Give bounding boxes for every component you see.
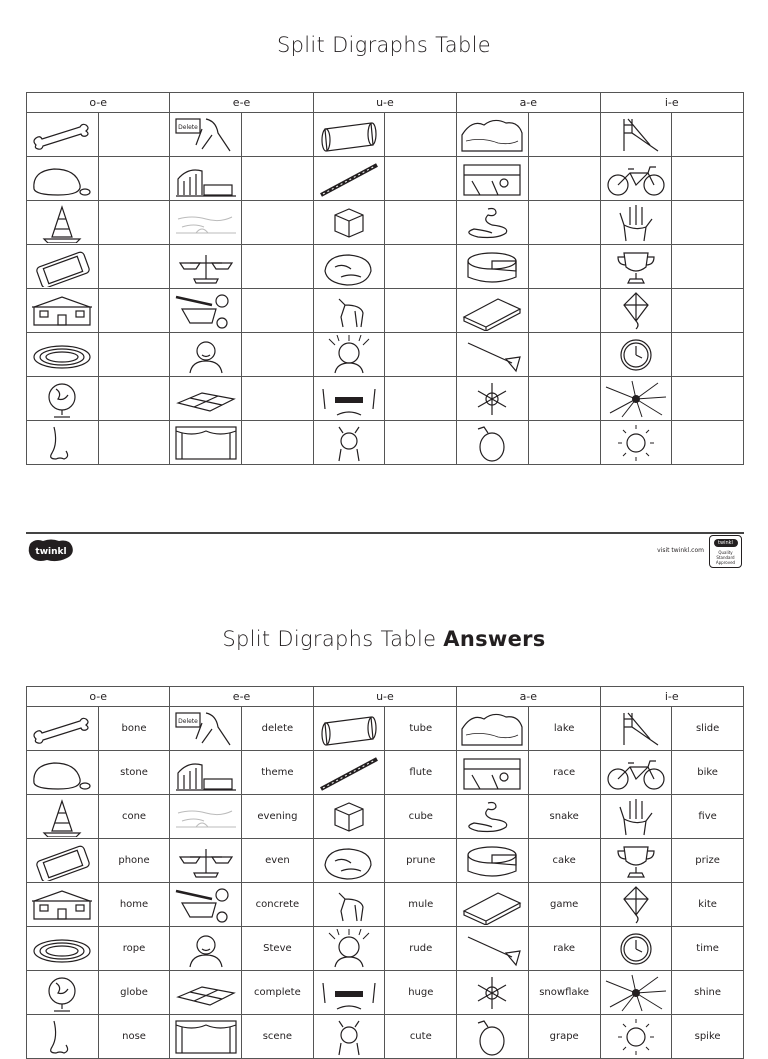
jigsaw-icon	[170, 377, 242, 421]
rake-icon	[457, 333, 529, 377]
answer-blank[interactable]	[672, 113, 744, 157]
answer-cell: snowflake	[528, 971, 600, 1015]
answer-cell: huge	[385, 971, 457, 1015]
answer-blank[interactable]	[385, 333, 457, 377]
answer-cell: rude	[385, 927, 457, 971]
answer-blank[interactable]	[385, 245, 457, 289]
tube-icon	[313, 707, 385, 751]
badge-text: Quality Standard Approved	[715, 550, 736, 565]
answer-blank[interactable]	[528, 421, 600, 465]
answer-cell: time	[672, 927, 744, 971]
answer-cell: cone	[98, 795, 170, 839]
bone-icon	[27, 113, 99, 157]
slide-icon	[600, 113, 672, 157]
grape-icon	[457, 1015, 529, 1059]
answer-cell: globe	[98, 971, 170, 1015]
answer-cell: race	[528, 751, 600, 795]
table-row	[27, 333, 744, 377]
answer-cell: flute	[385, 751, 457, 795]
table-row	[27, 751, 744, 795]
scales-icon	[170, 245, 242, 289]
answers-table	[26, 686, 744, 1059]
answer-blank[interactable]	[98, 421, 170, 465]
flute-icon	[313, 751, 385, 795]
home-icon	[27, 883, 99, 927]
answer-blank[interactable]	[242, 157, 314, 201]
phone-icon	[27, 839, 99, 883]
bike-icon	[600, 157, 672, 201]
man-portrait-icon	[170, 333, 242, 377]
shine-icon	[600, 377, 672, 421]
stage-scene-icon	[170, 1015, 242, 1059]
nose-icon	[27, 421, 99, 465]
table-row	[27, 839, 744, 883]
answer-cell: grape	[528, 1015, 600, 1059]
column-header: e-e	[170, 93, 313, 113]
man-portrait-icon	[170, 927, 242, 971]
answer-cell: cube	[385, 795, 457, 839]
evening-icon	[170, 201, 242, 245]
answer-cell: shine	[672, 971, 744, 1015]
answer-cell: cute	[385, 1015, 457, 1059]
wheelbarrow-concrete-icon	[170, 883, 242, 927]
snowflake-icon	[457, 377, 529, 421]
answer-cell: stone	[98, 751, 170, 795]
answer-blank[interactable]	[242, 333, 314, 377]
worksheet-table	[26, 92, 744, 465]
five-fingers-icon	[600, 201, 672, 245]
twinkl-logo	[27, 538, 75, 564]
wheelbarrow-concrete-icon	[170, 289, 242, 333]
answer-blank[interactable]	[528, 201, 600, 245]
cone-icon	[27, 795, 99, 839]
answers-title-text: Split Digraphs Table	[222, 627, 444, 651]
answer-cell: prize	[672, 839, 744, 883]
svg-text:Delete: Delete	[177, 123, 198, 131]
answer-blank[interactable]	[98, 289, 170, 333]
table-row	[27, 421, 744, 465]
prize-trophy-icon	[600, 245, 672, 289]
answer-blank[interactable]	[672, 245, 744, 289]
answer-blank[interactable]	[98, 245, 170, 289]
answer-cell: theme	[242, 751, 314, 795]
bone-icon	[27, 707, 99, 751]
table-row	[27, 377, 744, 421]
rude-child-icon	[313, 333, 385, 377]
column-header: i-e	[600, 687, 744, 707]
evening-icon	[170, 795, 242, 839]
delete-key-icon	[170, 113, 242, 157]
answer-blank[interactable]	[242, 201, 314, 245]
cone-icon	[27, 201, 99, 245]
answer-blank[interactable]	[98, 333, 170, 377]
table-row	[27, 201, 744, 245]
answer-blank[interactable]	[98, 377, 170, 421]
table-row	[27, 883, 744, 927]
board-game-icon	[457, 883, 529, 927]
answer-cell: slide	[672, 707, 744, 751]
rake-icon	[457, 927, 529, 971]
answer-cell: prune	[385, 839, 457, 883]
prune-icon	[313, 245, 385, 289]
answer-blank[interactable]	[98, 201, 170, 245]
lake-icon	[457, 113, 529, 157]
jigsaw-icon	[170, 971, 242, 1015]
nose-icon	[27, 1015, 99, 1059]
answer-blank[interactable]	[672, 157, 744, 201]
kite-icon	[600, 883, 672, 927]
quality-badge	[709, 535, 742, 568]
spiky-sun-icon	[600, 421, 672, 465]
stone-icon	[27, 157, 99, 201]
column-header: o-e	[27, 93, 170, 113]
answer-cell: kite	[672, 883, 744, 927]
table-row	[27, 1015, 744, 1059]
answer-blank[interactable]	[672, 377, 744, 421]
theme-park-icon	[170, 751, 242, 795]
cute-animal-icon	[313, 1015, 385, 1059]
table-row	[27, 971, 744, 1015]
globe-icon	[27, 971, 99, 1015]
stone-icon	[27, 751, 99, 795]
answer-cell: snake	[528, 795, 600, 839]
answer-blank[interactable]	[528, 245, 600, 289]
answer-cell: evening	[242, 795, 314, 839]
prune-icon	[313, 839, 385, 883]
column-header: a-e	[457, 93, 600, 113]
svg-text:Delete: Delete	[177, 717, 198, 725]
rope-icon	[27, 333, 99, 377]
answer-blank[interactable]	[385, 113, 457, 157]
answer-blank[interactable]	[385, 421, 457, 465]
table-row	[27, 113, 744, 157]
table-row	[27, 707, 744, 751]
bike-icon	[600, 751, 672, 795]
answer-cell: rake	[528, 927, 600, 971]
answer-cell: Steve	[242, 927, 314, 971]
answer-cell: spike	[672, 1015, 744, 1059]
answer-blank[interactable]	[242, 289, 314, 333]
answer-blank[interactable]	[242, 421, 314, 465]
table-row	[27, 795, 744, 839]
answer-blank[interactable]	[242, 245, 314, 289]
cube-icon	[313, 795, 385, 839]
rude-child-icon	[313, 927, 385, 971]
column-header: a-e	[457, 687, 600, 707]
table-row	[27, 245, 744, 289]
board-game-icon	[457, 289, 529, 333]
answer-cell: tube	[385, 707, 457, 751]
answer-blank[interactable]	[98, 157, 170, 201]
mule-icon	[313, 289, 385, 333]
column-header: i-e	[600, 93, 744, 113]
logo-text: twinkl	[35, 547, 67, 557]
shine-icon	[600, 971, 672, 1015]
five-fingers-icon	[600, 795, 672, 839]
page-title: Split Digraphs Table	[277, 33, 491, 57]
answer-blank[interactable]	[672, 289, 744, 333]
answer-cell: concrete	[242, 883, 314, 927]
tube-icon	[313, 113, 385, 157]
answer-blank[interactable]	[385, 201, 457, 245]
table-row	[27, 289, 744, 333]
column-header: u-e	[313, 93, 456, 113]
answer-blank[interactable]	[528, 377, 600, 421]
clock-icon	[600, 927, 672, 971]
delete-key-icon	[170, 707, 242, 751]
answer-cell: bike	[672, 751, 744, 795]
answer-blank[interactable]	[385, 377, 457, 421]
answer-blank[interactable]	[672, 421, 744, 465]
theme-park-icon	[170, 157, 242, 201]
column-header: e-e	[170, 687, 313, 707]
answer-cell: cake	[528, 839, 600, 883]
answer-cell: game	[528, 883, 600, 927]
race-icon	[457, 751, 529, 795]
answer-blank[interactable]	[672, 333, 744, 377]
cake-icon	[457, 245, 529, 289]
snake-icon	[457, 795, 529, 839]
lake-icon	[457, 707, 529, 751]
answer-cell: lake	[528, 707, 600, 751]
answer-blank[interactable]	[528, 113, 600, 157]
answer-cell: delete	[242, 707, 314, 751]
cake-icon	[457, 839, 529, 883]
answer-blank[interactable]	[672, 201, 744, 245]
answer-blank[interactable]	[528, 157, 600, 201]
huge-arms-icon	[313, 971, 385, 1015]
answer-blank[interactable]	[98, 113, 170, 157]
snake-icon	[457, 201, 529, 245]
flute-icon	[313, 157, 385, 201]
answers-title-bold: Answers	[443, 627, 546, 651]
answer-cell: phone	[98, 839, 170, 883]
column-header: u-e	[313, 687, 456, 707]
visit-link[interactable]: visit twinkl.com	[657, 547, 704, 554]
answer-cell: five	[672, 795, 744, 839]
answer-blank[interactable]	[242, 377, 314, 421]
answer-cell: scene	[242, 1015, 314, 1059]
mule-icon	[313, 883, 385, 927]
home-icon	[27, 289, 99, 333]
table-row	[27, 157, 744, 201]
huge-arms-icon	[313, 377, 385, 421]
slide-icon	[600, 707, 672, 751]
answer-cell: complete	[242, 971, 314, 1015]
kite-icon	[600, 289, 672, 333]
clock-icon	[600, 333, 672, 377]
answer-cell: home	[98, 883, 170, 927]
answer-cell: mule	[385, 883, 457, 927]
stage-scene-icon	[170, 421, 242, 465]
spiky-sun-icon	[600, 1015, 672, 1059]
answer-blank[interactable]	[385, 157, 457, 201]
page-divider	[26, 532, 744, 534]
answers-title	[0, 627, 768, 651]
answer-blank[interactable]	[385, 289, 457, 333]
phone-icon	[27, 245, 99, 289]
rope-icon	[27, 927, 99, 971]
table-row	[27, 927, 744, 971]
answer-cell: nose	[98, 1015, 170, 1059]
grape-icon	[457, 421, 529, 465]
answer-blank[interactable]	[528, 289, 600, 333]
cute-animal-icon	[313, 421, 385, 465]
answer-cell: bone	[98, 707, 170, 751]
globe-icon	[27, 377, 99, 421]
answer-cell: rope	[98, 927, 170, 971]
answer-blank[interactable]	[242, 113, 314, 157]
prize-trophy-icon	[600, 839, 672, 883]
badge-logo: twinkl	[714, 539, 738, 547]
answer-blank[interactable]	[528, 333, 600, 377]
column-header: o-e	[27, 687, 170, 707]
race-icon	[457, 157, 529, 201]
answer-cell: even	[242, 839, 314, 883]
snowflake-icon	[457, 971, 529, 1015]
cube-icon	[313, 201, 385, 245]
scales-icon	[170, 839, 242, 883]
